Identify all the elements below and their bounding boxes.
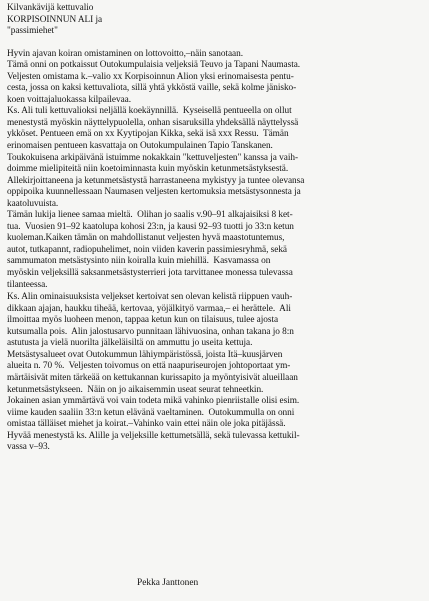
text-line: Ks. Alin ominaisuuksista veljekset kertoivat sen olevan kelistä riippuen vauh-: [7, 292, 293, 303]
text-line: menestystä myöskin näyttelypuolella, onhan sisaruksilla yhdeksällä näyttelyssä: [7, 117, 299, 128]
text-line: koen voittajaluokassa kilpailevaa.: [7, 94, 132, 105]
text-line: Allekirjoittaneena ja ketunmetsästystä harrastaneena mykistyy ja tuntee olevansa: [7, 175, 305, 186]
text-line: vassa v–93.: [7, 442, 50, 453]
author-signature: Pekka Janttonen: [137, 578, 199, 588]
text-line: erinomaisen pentueen kasvattaja on Outokumpulainen Tapio Tanskanen.: [7, 141, 273, 152]
text-line: Toukokuisena arkipäivänä istuimme nokakkain "kettuveljesten" kanssa ja vaih-: [7, 152, 299, 163]
text-line: Hyvää menestystä ks. Alille ja veljeksille kettumetsällä, sekä tulevassa kettukil-: [7, 430, 300, 441]
text-line: ketunmetsästykseen. Näin on jo aikaisemmin useat seurat tehneetkin.: [7, 384, 264, 395]
title-line: KORPISOINNUN ALI ja: [7, 14, 103, 25]
text-line: märtäisivät miten tärkeää on kettukannan kurissapito ja myöntyisivät alueillaan: [7, 372, 298, 383]
text-line: Veljesten omistama k.–valio xx Korpisoinnun Alion yksi erinomaisesta pentu-: [7, 71, 294, 82]
article-page: [7, 3, 425, 599]
text-line: tua. Vuosien 91–92 kaatolupa kohosi 23:n, ja kausi 92–93 tuotti jo 33:n ketun: [7, 221, 294, 232]
text-line: Jokainen asian ymmärtävä voi vain todeta mikä vahinko pienriistalle olisi esim.: [7, 396, 300, 407]
text-line: autot, tutkapannt, radiopuhelimet, noin viiden kaverin passimiesryhmä, sekä: [7, 244, 287, 255]
text-line: dikkaan ajajan, haukku tiheää, kertovaa, yöjälkityö varmaa,– ei herättele. Ali: [7, 303, 291, 314]
text-line: tilanteessa.: [7, 279, 48, 290]
text-line: astutusta ja vielä nuorilta jälkeläisiltä on ammuttu jo useita kettuja.: [7, 338, 253, 349]
text-line: omistaa tälläiset miehet ja koirat.–Vahinko vain ettei näin ole joka pitäjässä.: [7, 419, 286, 430]
text-line: Tämä onni on potkaissut Outokumpulaisia veljeksiä Teuvo ja Tapani Naumasta.: [7, 60, 301, 71]
article-title: [7, 3, 425, 38]
title-line: "passimiehet": [7, 26, 58, 37]
spacer: [7, 38, 425, 49]
text-line: sammumaton metsästysinto niin koiralla kuin miehillä. Kasvamassa on: [7, 256, 271, 267]
text-line: Metsästysalueet ovat Outokummun lähiympäristössä, joista Itä–kuusjärven: [7, 349, 283, 360]
paragraph-2: [7, 292, 425, 454]
text-line: cesta, jossa on kaksi kettuvaliota, sillä yhtä ykköstä vaille, sekä kolme jänisko-: [7, 83, 297, 94]
text-line: oppipoika kuunnellessaan Naumasen veljesten kertomuksia metsästysonnesta ja: [7, 187, 301, 198]
text-line: doimme mielipiteitä niin koetoiminnasta kuin myöskin ketunmetsästyksestä.: [7, 164, 289, 175]
text-line: kutsumalla pois. Alin jalostusarvo punnitaan lähivuosina, onhan takana jo 8:n: [7, 326, 294, 337]
text-line: ilmoittaa myös luoheen menon, tappaa ketun kun on tilaisuus, tulee ajosta: [7, 315, 279, 326]
title-line: Kilvankävijä kettuvalio: [7, 3, 94, 13]
text-line: ykköset. Pentueen emä on xx Kyytipojan Kikka, sekä isä xxx Ressu. Tämän: [7, 129, 289, 140]
paragraph-1: [7, 49, 425, 291]
text-line: myöskin veljeksillä saksanmetsästysterrieri jota tarvittanee monessa tulevassa: [7, 268, 293, 279]
text-line: kaatoluvuista.: [7, 198, 59, 209]
text-line: kuoleman.Kaiken tämän on mahdollistanut veljesten hyvä maastotuntemus,: [7, 233, 285, 244]
text-line: alueita n. 70 %. Veljesten toivomus on että naapuriseurojen johtoportaat ym-: [7, 361, 291, 372]
text-line: viime kauden saaliin 33:n ketun elävänä vaeltaminen. Outokummulla on onni: [7, 407, 295, 418]
text-line: Tämän lukija lienee samaa mieltä. Olihan jo saalis v.90–91 alkajaisiksi 8 ket-: [7, 210, 293, 221]
text-line: Ks. Ali tuli kettuvalioksi neljällä koekäynnillä. Kyseisellä pentueella on ollut: [7, 106, 292, 117]
text-line: Hyvin ajavan koiran omistaminen on lottovoitto,–näin sanotaan.: [7, 48, 243, 59]
